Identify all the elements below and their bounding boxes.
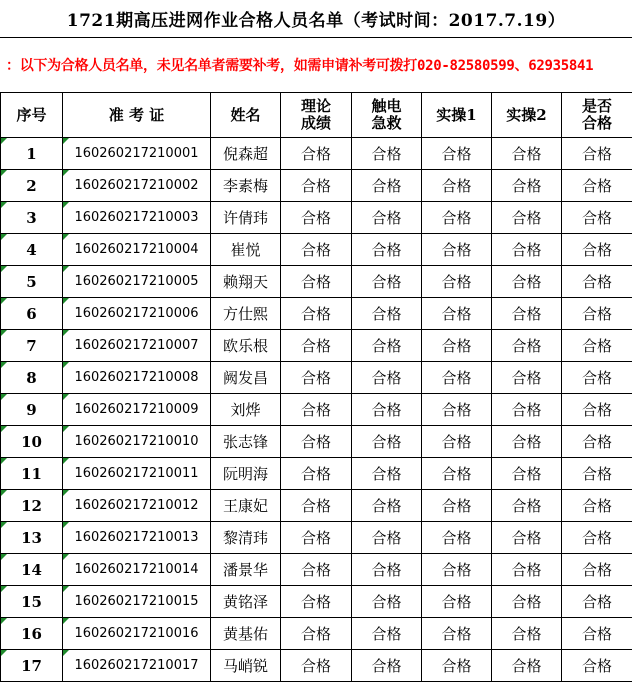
cell-idx: 9 [1,394,63,426]
cell-idx: 11 [1,458,63,490]
cell-pass: 合格 [562,522,632,554]
header-idx: 序号 [1,93,63,138]
header-shock [352,93,422,138]
cell-exam-id: 160260217210013 [63,522,211,554]
cell-practical-1: 合格 [422,554,492,586]
cell-exam-id: 160260217210010 [63,426,211,458]
cell-practical-2: 合格 [492,426,562,458]
cell-name: 欧乐根 [211,330,281,362]
cell-name: 张志锋 [211,426,281,458]
cell-practical-1: 合格 [422,234,492,266]
cell-theory: 合格 [281,330,352,362]
cell-exam-id: 160260217210012 [63,490,211,522]
header-name: 姓名 [211,93,281,138]
cell-name: 黄基佑 [211,618,281,650]
header-row [1,93,632,138]
cell-exam-id: 160260217210011 [63,458,211,490]
cell-exam-id: 160260217210007 [63,330,211,362]
cell-exam-id: 160260217210014 [63,554,211,586]
cell-pass: 合格 [562,170,632,202]
cell-theory: 合格 [281,266,352,298]
table-row [1,138,632,170]
cell-practical-2: 合格 [492,234,562,266]
cell-shock: 合格 [352,394,422,426]
cell-name: 方仕熙 [211,298,281,330]
cell-name: 马峭锐 [211,650,281,682]
cell-pass: 合格 [562,202,632,234]
cell-shock: 合格 [352,458,422,490]
cell-practical-2: 合格 [492,330,562,362]
cell-name: 崔悦 [211,234,281,266]
cell-practical-2: 合格 [492,138,562,170]
cell-name: 李素梅 [211,170,281,202]
cell-theory: 合格 [281,650,352,682]
cell-idx: 1 [1,138,63,170]
table-row [1,266,632,298]
cell-idx: 17 [1,650,63,682]
cell-practical-1: 合格 [422,490,492,522]
cell-practical-2: 合格 [492,522,562,554]
header-pass-label: 是否合格 [580,98,614,132]
cell-practical-2: 合格 [492,618,562,650]
cell-pass: 合格 [562,458,632,490]
cell-theory: 合格 [281,554,352,586]
table-row [1,330,632,362]
cell-shock: 合格 [352,554,422,586]
cell-exam-id: 160260217210015 [63,586,211,618]
cell-shock: 合格 [352,586,422,618]
cell-practical-1: 合格 [422,170,492,202]
cell-name: 阮明海 [211,458,281,490]
cell-shock: 合格 [352,650,422,682]
cell-practical-1: 合格 [422,522,492,554]
cell-theory: 合格 [281,394,352,426]
table-row [1,234,632,266]
cell-name: 黄铭泽 [211,586,281,618]
cell-name: 阙发昌 [211,362,281,394]
cell-name: 刘烨 [211,394,281,426]
sheet-title: 1721期高压进网作业合格人员名单（考试时间：2017.7.19） [0,0,632,38]
cell-exam-id: 160260217210005 [63,266,211,298]
header-practical-2: 实操2 [492,93,562,138]
cell-shock: 合格 [352,298,422,330]
table-row [1,490,632,522]
cell-practical-2: 合格 [492,362,562,394]
table-row [1,394,632,426]
cell-practical-1: 合格 [422,266,492,298]
cell-theory: 合格 [281,362,352,394]
header-theory [281,93,352,138]
cell-idx: 7 [1,330,63,362]
cell-practical-1: 合格 [422,298,492,330]
cell-practical-2: 合格 [492,586,562,618]
cell-practical-2: 合格 [492,170,562,202]
cell-exam-id: 160260217210004 [63,234,211,266]
table-row [1,586,632,618]
cell-idx: 10 [1,426,63,458]
cell-name: 倪森超 [211,138,281,170]
cell-name: 许倩玮 [211,202,281,234]
cell-practical-2: 合格 [492,458,562,490]
cell-idx: 16 [1,618,63,650]
cell-shock: 合格 [352,618,422,650]
cell-pass: 合格 [562,618,632,650]
cell-practical-1: 合格 [422,618,492,650]
cell-theory: 合格 [281,458,352,490]
table-row [1,202,632,234]
cell-shock: 合格 [352,426,422,458]
table-row [1,170,632,202]
cell-practical-2: 合格 [492,394,562,426]
cell-idx: 3 [1,202,63,234]
cell-shock: 合格 [352,138,422,170]
cell-idx: 4 [1,234,63,266]
cell-idx: 5 [1,266,63,298]
cell-idx: 14 [1,554,63,586]
header-theory-label: 理论成绩 [299,98,333,132]
cell-idx: 13 [1,522,63,554]
header-exam-id: 准 考 证 [63,93,211,138]
table-row [1,618,632,650]
table-row [1,522,632,554]
cell-practical-1: 合格 [422,362,492,394]
header-pass [562,93,632,138]
cell-practical-2: 合格 [492,554,562,586]
cell-theory: 合格 [281,234,352,266]
cell-practical-2: 合格 [492,266,562,298]
cell-shock: 合格 [352,170,422,202]
cell-pass: 合格 [562,426,632,458]
cell-theory: 合格 [281,138,352,170]
cell-idx: 12 [1,490,63,522]
cell-pass: 合格 [562,394,632,426]
cell-exam-id: 160260217210016 [63,618,211,650]
cell-name: 赖翔天 [211,266,281,298]
cell-idx: 8 [1,362,63,394]
cell-pass: 合格 [562,650,632,682]
cell-theory: 合格 [281,170,352,202]
cell-exam-id: 160260217210008 [63,362,211,394]
header-practical-1: 实操1 [422,93,492,138]
table-row [1,298,632,330]
cell-pass: 合格 [562,490,632,522]
table-row [1,554,632,586]
cell-theory: 合格 [281,426,352,458]
cell-practical-1: 合格 [422,586,492,618]
cell-practical-1: 合格 [422,426,492,458]
results-table [0,92,632,682]
cell-exam-id: 160260217210009 [63,394,211,426]
cell-theory: 合格 [281,490,352,522]
cell-shock: 合格 [352,202,422,234]
cell-theory: 合格 [281,618,352,650]
cell-theory: 合格 [281,522,352,554]
cell-practical-1: 合格 [422,458,492,490]
cell-practical-1: 合格 [422,330,492,362]
cell-practical-1: 合格 [422,394,492,426]
cell-pass: 合格 [562,138,632,170]
cell-exam-id: 160260217210002 [63,170,211,202]
table-row [1,650,632,682]
cell-shock: 合格 [352,234,422,266]
table-row [1,426,632,458]
cell-name: 潘景华 [211,554,281,586]
cell-idx: 6 [1,298,63,330]
cell-exam-id: 160260217210001 [63,138,211,170]
cell-pass: 合格 [562,234,632,266]
notice-line: ：以下为合格人员名单，未见名单者需要补考，如需申请补考可拨打020-82580599、62935841 [0,38,632,92]
cell-practical-1: 合格 [422,650,492,682]
cell-shock: 合格 [352,266,422,298]
cell-pass: 合格 [562,554,632,586]
cell-shock: 合格 [352,490,422,522]
cell-theory: 合格 [281,202,352,234]
cell-practical-2: 合格 [492,490,562,522]
cell-pass: 合格 [562,330,632,362]
cell-practical-1: 合格 [422,138,492,170]
cell-theory: 合格 [281,298,352,330]
cell-exam-id: 160260217210006 [63,298,211,330]
cell-practical-2: 合格 [492,202,562,234]
cell-idx: 2 [1,170,63,202]
cell-exam-id: 160260217210017 [63,650,211,682]
cell-practical-2: 合格 [492,298,562,330]
cell-shock: 合格 [352,362,422,394]
table-row [1,458,632,490]
table-row [1,362,632,394]
cell-name: 黎清玮 [211,522,281,554]
header-shock-label: 触电急救 [370,98,404,132]
cell-pass: 合格 [562,362,632,394]
table-body [1,138,632,682]
cell-shock: 合格 [352,330,422,362]
cell-pass: 合格 [562,586,632,618]
cell-shock: 合格 [352,522,422,554]
cell-pass: 合格 [562,298,632,330]
cell-practical-2: 合格 [492,650,562,682]
cell-exam-id: 160260217210003 [63,202,211,234]
cell-theory: 合格 [281,586,352,618]
cell-idx: 15 [1,586,63,618]
cell-name: 王康妃 [211,490,281,522]
cell-practical-1: 合格 [422,202,492,234]
cell-pass: 合格 [562,266,632,298]
